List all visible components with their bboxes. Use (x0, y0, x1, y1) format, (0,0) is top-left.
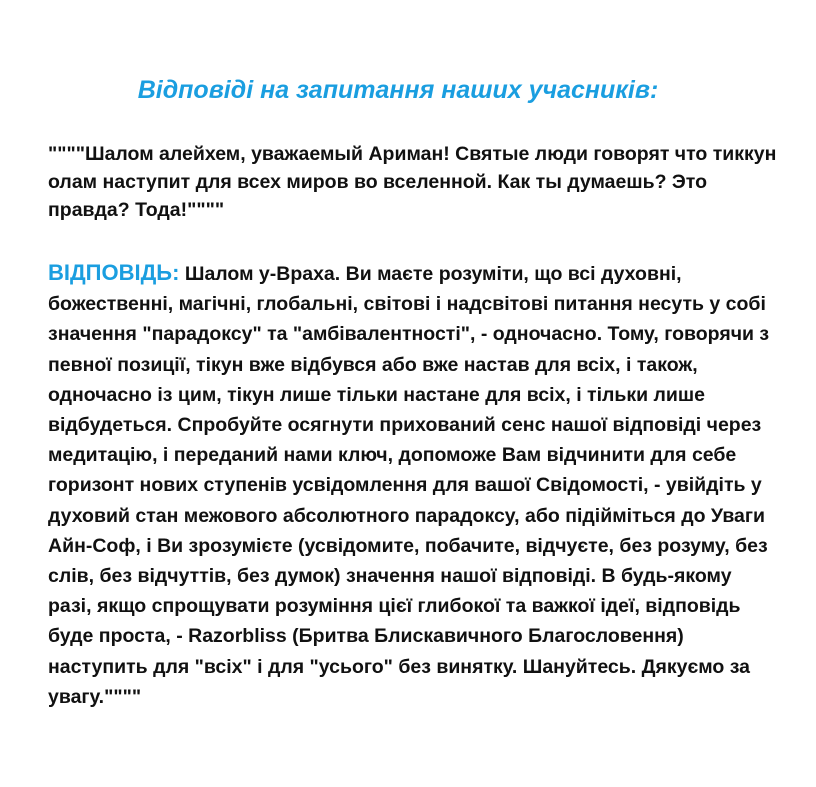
answer-label: ВІДПОВІДЬ: (48, 260, 180, 285)
answer-paragraph (48, 258, 778, 712)
question-text: """"Шалом алейхем, уважаемый Ариман! Святые люди говорят что тиккун олам наступит для всех миров во вселенной. Как ты думаешь? Это правда? Тода!"""" (48, 143, 777, 221)
page-title: Відповіді на запитання наших учасників: (137, 76, 659, 104)
answer-text: Шалом у-Враха. Ви маєте розуміти, що всі духовні, божественні, магічні, глобальні, світові і надсвітові питання несуть у собі значення "парадоксу" та "амбівалентності", - одночасно. Тому, говорячи з певної позиції, тікун вже відбувся або вже настав для всіх, і також, одночасно із цим, тікун лише тільки настане для всіх, і тільки лише відбудеться. Спробуйте осягнути прихований сенс нашої відповіді через медитацію, і переданий нами ключ, допоможе Вам відчинити для себе горизонт нових ступенів усвідомлення для вашої Свідомості, - увійдіть у духовий стан межового абсолютного парадоксу, або підійміться до Уваги Айн-Соф, і Ви зрозумієте (усвідомите, побачите, відчуєте, без розуму, без слів, без відчуттів, без думок) значення нашої відповіді. В будь-якому разі, якщо спрощувати розуміння цієї глибокої та важкої ідеї, відповідь буде проста, - Razorbliss (Бритва Блискавичного Благословення) наступить для "всіх" і для "усього" без винятку. Шануйтесь. Дякуємо за увагу."""" (48, 263, 770, 708)
